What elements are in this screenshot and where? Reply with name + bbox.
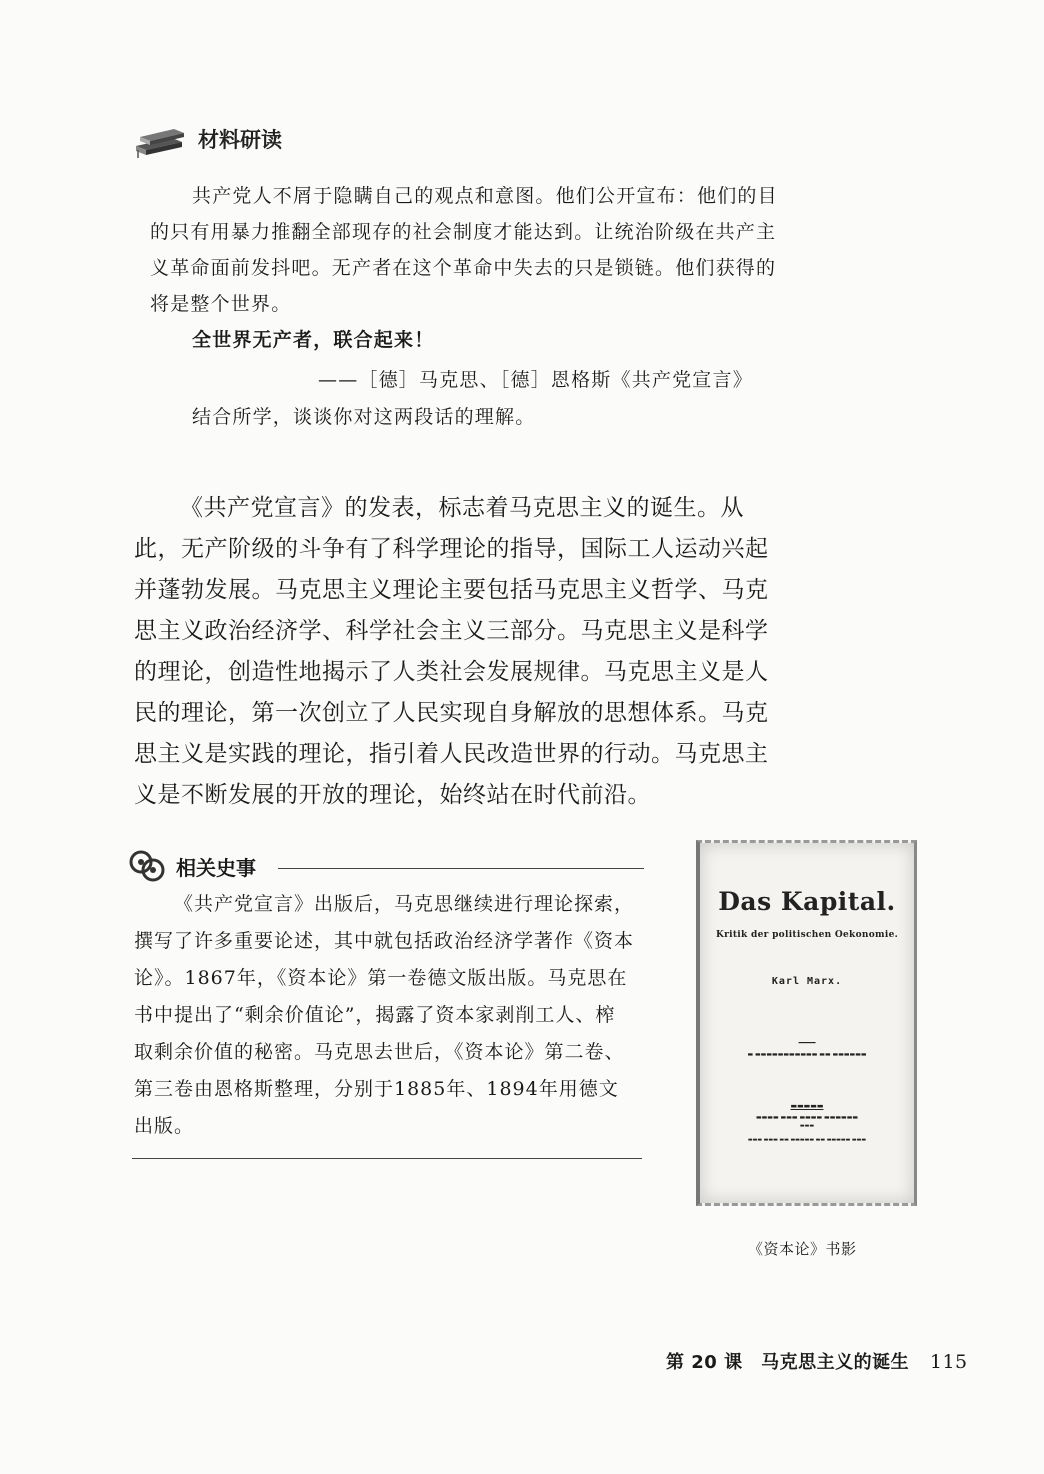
material-reading-header [132,120,282,158]
book-publisher-mark: ▬▬▬▬ ▬▬▬ ▬▬▬▬ ▬▬▬▬▬▬ [755,1114,859,1121]
page-footer [666,1348,968,1374]
book-volume-mark: ━━━━ [798,1039,816,1047]
material-slogan: 全世界无产者，联合起来！ [192,329,435,351]
book-title: Das Kapital. [718,887,896,916]
lesson-title: 第 20 课 马克思主义的诞生 [666,1352,910,1373]
book-place-mark: ▬▬▬▬▬ [790,1102,824,1110]
material-quote-paragraph: 共产党人不屑于隐瞒自己的观点和意图。他们公开宣布：他们的目的只有用暴力推翻全部现存的社会制度才能达到。让统治阶级在共产主义革命面前发抖吧。无产者在这个革命中失去的只是锁链。他们获得的将是整个世界。 [150,185,778,315]
book-author: Karl Marx. [771,976,843,987]
book-volume-line: ▬ ▬▬▬▬▬▬▬▬▬▬▬ ▬▬ ▬▬▬▬▬▬ [747,1051,867,1058]
related-history-icon [128,848,166,884]
related-history-title: 相关史事 [176,855,256,880]
material-question: 结合所学，谈谈你对这两段话的理解。 [192,406,536,428]
material-source: ——［德］马克思、［德］恩格斯《共产党宣言》 [318,369,753,391]
material-reading-title: 材料研读 [198,128,282,152]
das-kapital-title-page-image [696,840,917,1206]
main-paragraph: 《共产党宣言》的发表，标志着马克思主义的诞生。从此，无产阶级的斗争有了科学理论的指导，国际工人运动兴起并蓬勃发展。马克思主义理论主要包括马克思主义哲学、马克思主义政治经济学、科学社会主义三部分。马克思主义是科学的理论，创造性地揭示了人类社会发展规律。马克思主义是人民的理论，第一次创立了人民实现自身解放的思想体系。马克思主义是实践的理论，指引着人民改造世界的行动。马克思主义是不断发展的开放的理论，始终站在时代前沿。 [134,495,769,808]
books-icon [132,120,186,158]
book-caption: 《资本论》书影 [748,1240,857,1258]
related-history-rule [278,868,644,869]
related-history-text: 《共产党宣言》出版后，马克思继续进行理论探索，撰写了许多重要论述，其中就包括政治经济学著作《资本论》。1867年，《资本论》第一卷德文版出版。马克思在书中提出了“剩余价值论”，揭露了资本家剥削工人、榨取剩余价值的秘密。马克思去世后，《资本论》第二卷、第三卷由恩格斯整理，分别于1885年、1894年用德文出版。 [134,893,635,1137]
related-history-header [128,848,644,884]
book-subtitle: Kritik der politischen Oekonomie. [715,930,899,940]
related-history-bottom-rule [132,1158,642,1159]
page-number: 115 [929,1351,968,1373]
book-year-mark: ▬▬▬ [799,1123,815,1129]
book-printer-mark: ▬▬▬ ▬▬▬ ▬▬ ▬▬▬▬▬ ▬▬ ▬▬▬▬▬ ▬▬▬ [747,1137,867,1143]
